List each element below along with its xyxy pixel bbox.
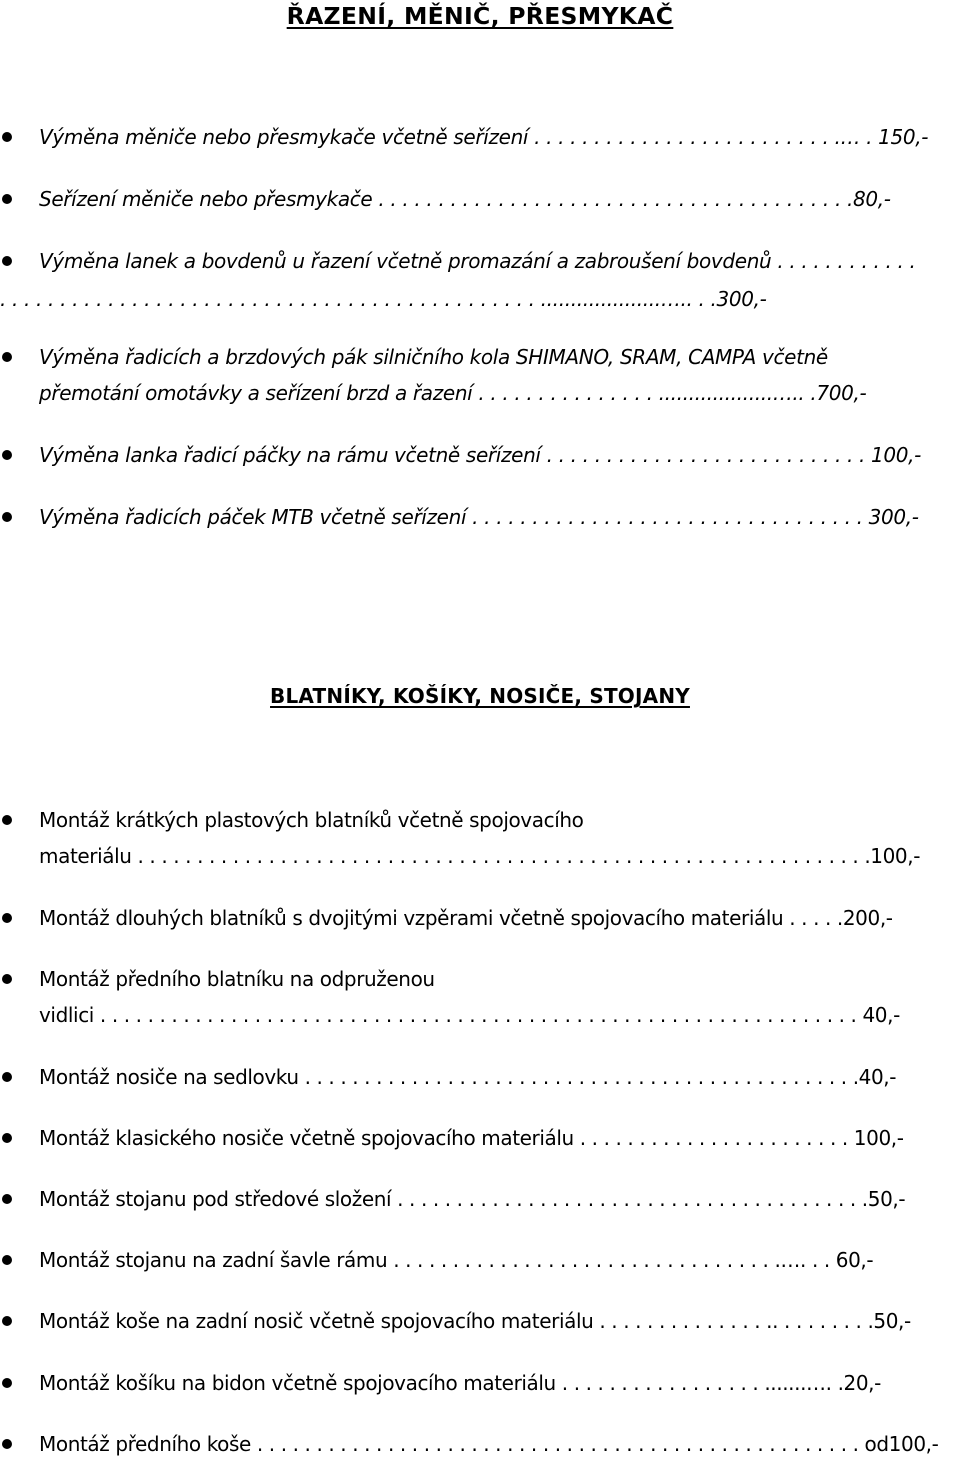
bullet-icon <box>2 352 12 362</box>
bullet-icon <box>2 194 12 204</box>
item-text: Montáž dlouhých blatníků s dvojitými vzpěrami včetně spojovacího materiálu . . . . .200,- <box>39 906 893 930</box>
bullet-icon <box>2 512 12 522</box>
item-text: Montáž nosiče na sedlovku . . . . . . . . . . . . . . . . . . . . . . . . . . . . . . . . . . . . . . . . . . . . . . .40,- <box>39 1065 897 1089</box>
bullet-icon <box>2 1378 12 1388</box>
item-text: Seřízení měniče nebo přesmykače . . . . . . . . . . . . . . . . . . . . . . . . . . . . . . . . . . . . . . . .80,- <box>39 187 891 211</box>
item-text: Montáž klasického nosiče včetně spojovacího materiálu . . . . . . . . . . . . . . . . . . . . . . . 100,- <box>39 1126 904 1150</box>
item-text: Výměna řadicích a brzdových pák silničního kola SHIMANO, SRAM, CAMPA včetně <box>39 345 828 369</box>
item-text-continued: . . . . . . . . . . . . . . . . . . . . . . . . . . . . . . . . . . . . . . . . . . . . . ....................….. . .300,- <box>0 287 767 311</box>
bullet-icon <box>2 974 12 984</box>
item-text: Montáž koše na zadní nosič včetně spojovacího materiálu . . . . . . . . . . . . . . .. . . . . . . . .50,- <box>39 1309 911 1333</box>
item-text: Montáž stojanu na zadní šavle rámu . . . . . . . . . . . . . . . . . . . . . . . . . . . . . . . . .…. . . 60,- <box>39 1248 874 1272</box>
item-text: Montáž košíku na bidon včetně spojovacího materiálu . . . . . . . . . . . . . . . . . .......…. .20,- <box>39 1371 881 1395</box>
section-title-shifting: ŘAZENÍ, MĚNIČ, PŘESMYKAČ <box>286 2 674 30</box>
item-text-continued: vidlici . . . . . . . . . . . . . . . . . . . . . . . . . . . . . . . . . . . . . . . . . . . . . . . . . . . . . . . . . . . . . . . . 40,- <box>39 1003 900 1027</box>
item-text: Výměna řadicích páček MTB včetně seřízení . . . . . . . . . . . . . . . . . . . . . . . . . . . . . . . . . 300,- <box>39 505 919 529</box>
bullet-icon <box>2 1194 12 1204</box>
item-text: Výměna lanka řadicí páčky na rámu včetně seřízení . . . . . . . . . . . . . . . . . . . . . . . . . . . 100,- <box>39 443 922 467</box>
bullet-icon <box>2 256 12 266</box>
bullet-icon <box>2 1439 12 1449</box>
bullet-icon <box>2 450 12 460</box>
bullet-icon <box>2 1255 12 1265</box>
section-title-accessories: BLATNÍKY, KOŠÍKY, NOSIČE, STOJANY <box>270 684 690 708</box>
item-text: Montáž stojanu pod středové složení . . . . . . . . . . . . . . . . . . . . . . . . . . . . . . . . . . . . . . . .50,- <box>39 1187 906 1211</box>
item-text: Výměna měniče nebo přesmykače včetně seřízení . . . . . . . . . . . . . . . . . . . . . . . . . .… . 150,- <box>39 125 929 149</box>
bullet-icon <box>2 1133 12 1143</box>
item-text: Montáž krátkých plastových blatníků včetně spojovacího <box>39 808 584 832</box>
item-text-continued: materiálu . . . . . . . . . . . . . . . . . . . . . . . . . . . . . . . . . . . . . . . . . . . . . . . . . . . . . . . . . . . . . .100,- <box>39 844 921 868</box>
item-text: Montáž předního koše . . . . . . . . . . . . . . . . . . . . . . . . . . . . . . . . . . . . . . . . . . . . . . . . . . . od100,- <box>39 1432 939 1456</box>
bullet-icon <box>2 1072 12 1082</box>
item-text-continued: přemotání omotávky a seřízení brzd a řazení . . . . . . . . . . . . . . . ...................….. .700,- <box>39 381 867 405</box>
bullet-icon <box>2 1316 12 1326</box>
bullet-icon <box>2 132 12 142</box>
bullet-icon <box>2 913 12 923</box>
item-text: Výměna lanek a bovdenů u řazení včetně promazání a zabroušení bovdenů . . . . . . . . . . . . <box>39 249 916 273</box>
item-text: Montáž předního blatníku na odpruženou <box>39 967 435 991</box>
bullet-icon <box>2 815 12 825</box>
